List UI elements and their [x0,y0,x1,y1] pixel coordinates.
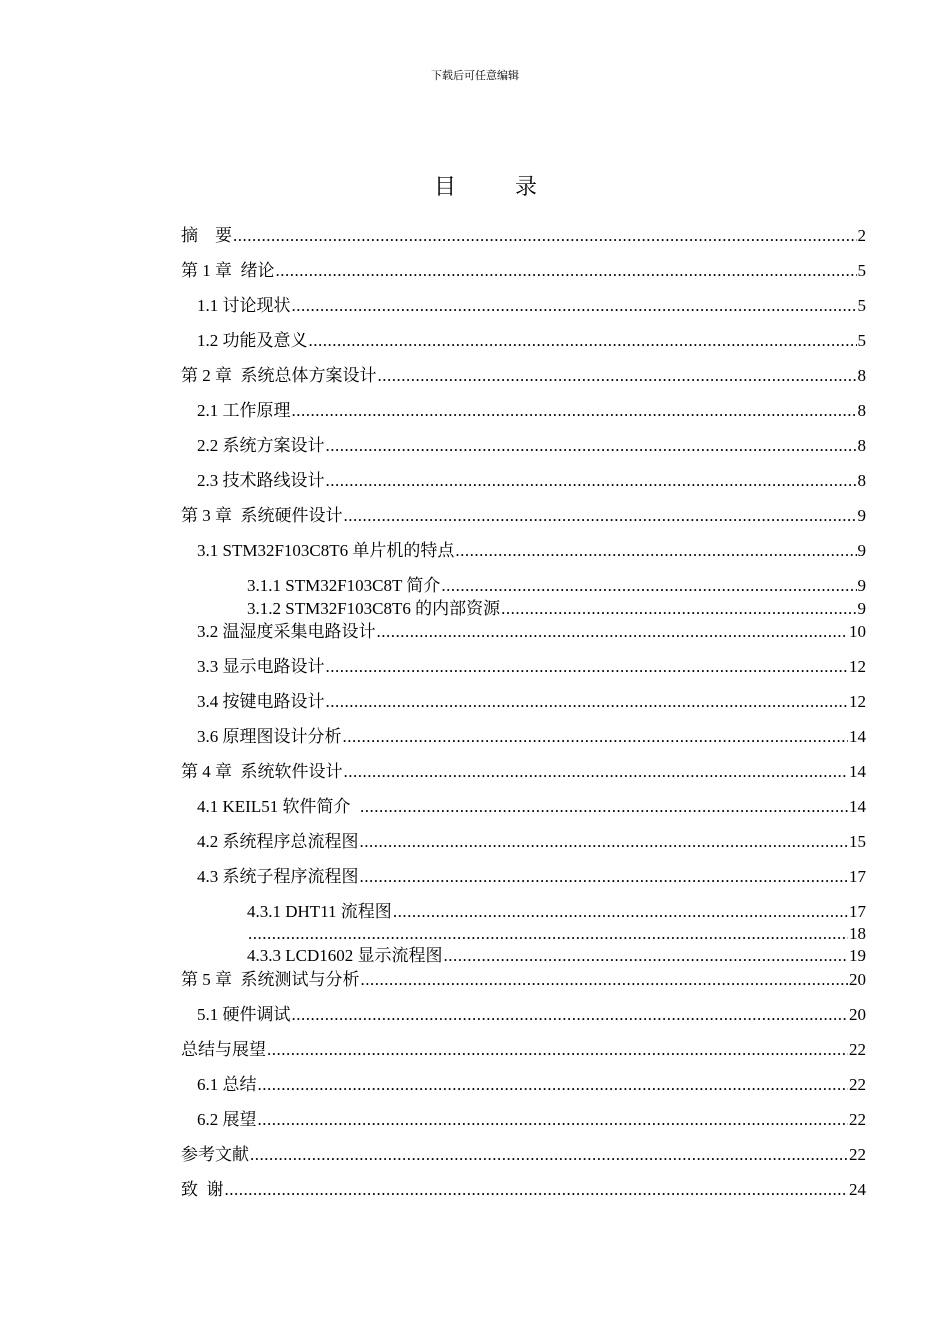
toc-leader-dots [360,866,849,888]
toc-leader-dots [441,575,856,597]
toc-leader-dots [377,621,849,643]
toc-entry-6-1[interactable] [197,1074,866,1096]
toc-page-number: 8 [857,436,866,455]
toc-entry-4-3[interactable] [197,866,866,888]
toc-leader-dots [292,295,857,317]
toc-leader-dots [258,1074,849,1096]
toc-entry-label: 5.1 硬件调试 [197,1005,291,1024]
toc-entry-label: 3.6 原理图设计分析 [197,727,342,746]
toc-page-number: 14 [849,727,866,746]
toc-page-number: 17 [849,867,866,886]
toc-entry-label: 1.2 功能及意义 [197,331,308,350]
toc-leader-dots [233,225,857,247]
toc-entry-4-3-1[interactable] [247,901,866,923]
toc-leader-dots [292,400,857,422]
toc-entry-label: 1.1 讨论现状 [197,296,291,315]
toc-entry-label: 3.2 温湿度采集电路设计 [197,622,376,641]
toc-entry-label: 第 4 章 系统软件设计 [181,762,343,781]
toc-page-number: 9 [857,576,866,595]
toc-entry-6-2[interactable] [197,1109,866,1131]
toc-entry-5-1[interactable] [197,1004,866,1026]
toc-entry-label: 3.1.1 STM32F103C8T 简介 [247,576,441,595]
toc-page-number: 9 [857,541,866,560]
toc-page-number: 5 [857,261,866,280]
toc-entry-references[interactable] [181,1144,866,1166]
toc-entry-3-4[interactable] [197,691,866,713]
toc-page-number: 22 [849,1145,866,1164]
toc-entry-3-1-1[interactable] [247,575,866,597]
toc-page-number: 18 [849,924,866,943]
toc-leader-dots [501,598,856,620]
page-title: 目 录 [434,175,563,200]
toc-entry-3-1-2[interactable] [247,598,866,620]
toc-leader-dots [444,945,849,967]
toc-entry-label: 2.2 系统方案设计 [197,436,325,455]
toc-entry-chapter-1[interactable] [181,260,866,282]
toc-page-number: 9 [857,506,866,525]
toc-leader-dots [378,365,857,387]
toc-page-number: 22 [849,1040,866,1059]
toc-entry-label: 第 3 章 系统硬件设计 [181,506,343,525]
toc-entry-acknowledgements[interactable] [181,1179,866,1201]
toc-entry-label: 2.3 技术路线设计 [197,471,325,490]
toc-leader-dots [326,470,857,492]
toc-entry-2-1[interactable] [197,400,866,422]
toc-entry-label: 4.1 KEIL51 软件简介 [197,797,359,816]
toc-entry-4-2[interactable] [197,831,866,853]
toc-entry-label: 致 谢 [181,1180,224,1199]
toc-leader-dots [361,969,849,991]
toc-page-number: 9 [857,599,866,618]
toc-entry-chapter-5[interactable] [181,969,866,991]
toc-entry-label: 第 1 章 绪论 [181,261,275,280]
toc-entry-label: 4.2 系统程序总流程图 [197,832,359,851]
toc-entry-label: 4.3.1 DHT11 流程图 [247,902,392,921]
toc-leader-dots [258,1109,849,1131]
toc-entry-1-1[interactable] [197,295,866,317]
toc-leader-dots [225,1179,849,1201]
toc-entry-3-1[interactable] [197,540,866,562]
toc-page-number: 8 [857,471,866,490]
toc-page-number: 5 [857,296,866,315]
toc-entry-3-6[interactable] [197,726,866,748]
toc-entry-abstract[interactable] [181,225,866,247]
toc-entry-3-2[interactable] [197,621,866,643]
toc-leader-dots [360,831,849,853]
toc-entry-label: 3.3 显示电路设计 [197,657,325,676]
toc-page-number: 20 [849,970,866,989]
toc-leader-dots [248,923,848,945]
toc-leader-dots [326,435,857,457]
toc-page-number: 5 [857,331,866,350]
toc-page-number: 19 [849,946,866,965]
toc-leader-dots [344,761,849,783]
toc-page-number: 15 [849,832,866,851]
toc-leader-dots [455,540,856,562]
toc-entry-4-3-2[interactable] [247,923,866,945]
toc-entry-label: 2.1 工作原理 [197,401,291,420]
toc-entry-label: 参考文献 [181,1145,249,1164]
toc-leader-dots [360,796,848,818]
toc-leader-dots [326,691,849,713]
toc-entry-summary[interactable] [181,1039,866,1061]
toc-page-number: 22 [849,1110,866,1129]
toc-entry-2-2[interactable] [197,435,866,457]
toc-entry-4-1[interactable] [197,796,866,818]
toc-leader-dots [344,505,857,527]
toc-page-number: 22 [849,1075,866,1094]
toc-page-number: 12 [849,657,866,676]
toc-page-number: 17 [849,902,866,921]
header-note: 下载后可任意编辑 [431,69,519,82]
toc-entry-label: 3.4 按键电路设计 [197,692,325,711]
toc-leader-dots [309,330,857,352]
toc-leader-dots [292,1004,849,1026]
toc-entry-3-3[interactable] [197,656,866,678]
toc-leader-dots [276,260,857,282]
toc-entry-label: 4.3 系统子程序流程图 [197,867,359,886]
toc-leader-dots [343,726,849,748]
toc-page-number: 14 [849,797,866,816]
toc-entry-label: 第 2 章 系统总体方案设计 [181,366,377,385]
toc-entry-label: 3.1 STM32F103C8T6 单片机的特点 [197,541,455,560]
toc-page-number: 20 [849,1005,866,1024]
toc-entry-chapter-2[interactable] [181,365,866,387]
toc-entry-chapter-3[interactable] [181,505,866,527]
toc-page-number: 2 [857,226,866,245]
toc-entry-label: 6.1 总结 [197,1075,257,1094]
toc-entry-2-3[interactable] [197,470,866,492]
toc-leader-dots [393,901,848,923]
toc-entry-chapter-4[interactable] [181,761,866,783]
toc-entry-1-2[interactable] [197,330,866,352]
toc-page-number: 10 [849,622,866,641]
toc-leader-dots [267,1039,848,1061]
toc-entry-4-3-3[interactable] [247,945,866,967]
toc-page-number: 14 [849,762,866,781]
toc-entry-label: 4.3.3 LCD1602 显示流程图 [247,946,443,965]
toc-entry-label: 3.1.2 STM32F103C8T6 的内部资源 [247,599,501,618]
toc-page-number: 8 [857,366,866,385]
toc-page-number: 8 [857,401,866,420]
toc-page-number: 24 [849,1180,866,1199]
toc-entry-label: 第 5 章 系统测试与分析 [181,970,360,989]
toc-entry-label: 总结与展望 [181,1040,266,1059]
toc-entry-label: 6.2 展望 [197,1110,257,1129]
toc-leader-dots [250,1144,848,1166]
toc-page-number: 12 [849,692,866,711]
toc-entry-label: 摘 要 [181,226,232,245]
toc-leader-dots [326,656,849,678]
